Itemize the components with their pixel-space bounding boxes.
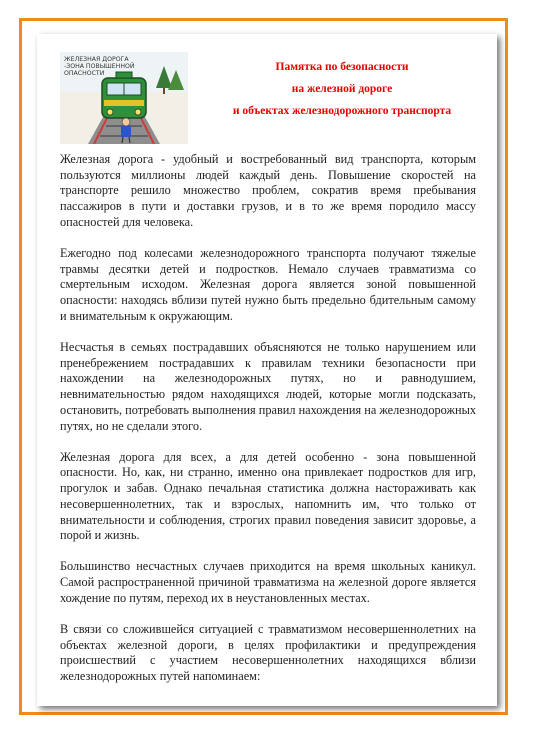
child-drawing-train-image: [60, 52, 188, 144]
drawing-caption-line1: ЖЕЛЕЗНАЯ ДОРОГА: [64, 56, 129, 63]
drawing-caption-line3: ОПАСНОСТИ: [64, 70, 105, 77]
document-page: [37, 34, 497, 706]
paragraph: Большинство несчастных случаев приходится на время школьных каникул. Самой распространенной причиной травматизма на железной дороге является хождение по путям, переход их в неустановленных местах.: [60, 559, 476, 605]
paragraph: Железная дорога для всех, а для детей особенно - зона повышенной опасности. Но, как, ни странно, именно она привлекает подростков для игр, прогулок и забав. Однако печальная статистика должна настораживать как несовершеннолетних, так и взрослых, напомнить им, что только от внимательности и соблюдения, строгих правил поведения зависит здоровье, а порой и жизнь.: [60, 449, 476, 543]
title-line-3: и объектах железнодорожного транспорта: [232, 105, 452, 117]
page-title: [207, 56, 477, 122]
document-body: [60, 152, 476, 700]
paragraph: Несчастья в семьях пострадавших объясняются не только нарушением или пренебрежением пострадавших к правилам техники безопасности при нахождении на железнодорожных путях, но и равнодушием, невнимательностью рядом находящихся людей, которые могли подсказать, остановить, потребовать выполнения правил нахождения на железнодорожных путях, но не сделали этого.: [60, 340, 476, 433]
paragraph: Ежегодно под колесами железнодорожного транспорта получают тяжелые травмы десятки детей и подростков. Немало случаев травматизма со смертельным исходом. Железная дорога является зоной повышенной опасности: находясь вблизи путей нужно быть предельно бдительным самому и внимательным к окружающим.: [60, 246, 476, 323]
drawing-caption-line2: -ЗОНА ПОВЫШЕННОЙ: [64, 63, 135, 70]
paragraph: Железная дорога - удобный и востребованный вид транспорта, которым пользуются миллионы людей каждый день. Повышение скоростей на транспорте решило множество проблем, сократив время пребывания пассажиров в пути и доставки грузов, и в то же время породило массу опасностей для человека.: [60, 152, 476, 229]
title-line-1: Памятка по безопасности: [275, 61, 409, 73]
title-line-2: на железной дороге: [291, 83, 393, 95]
paragraph: В связи со сложившейся ситуацией с травматизмом несовершеннолетних на объектах железной дороги, в целях профилактики и предупреждения происшествий с участием несовершеннолетних находящихся вблизи железнодорожных путей напоминаем:: [60, 622, 476, 684]
